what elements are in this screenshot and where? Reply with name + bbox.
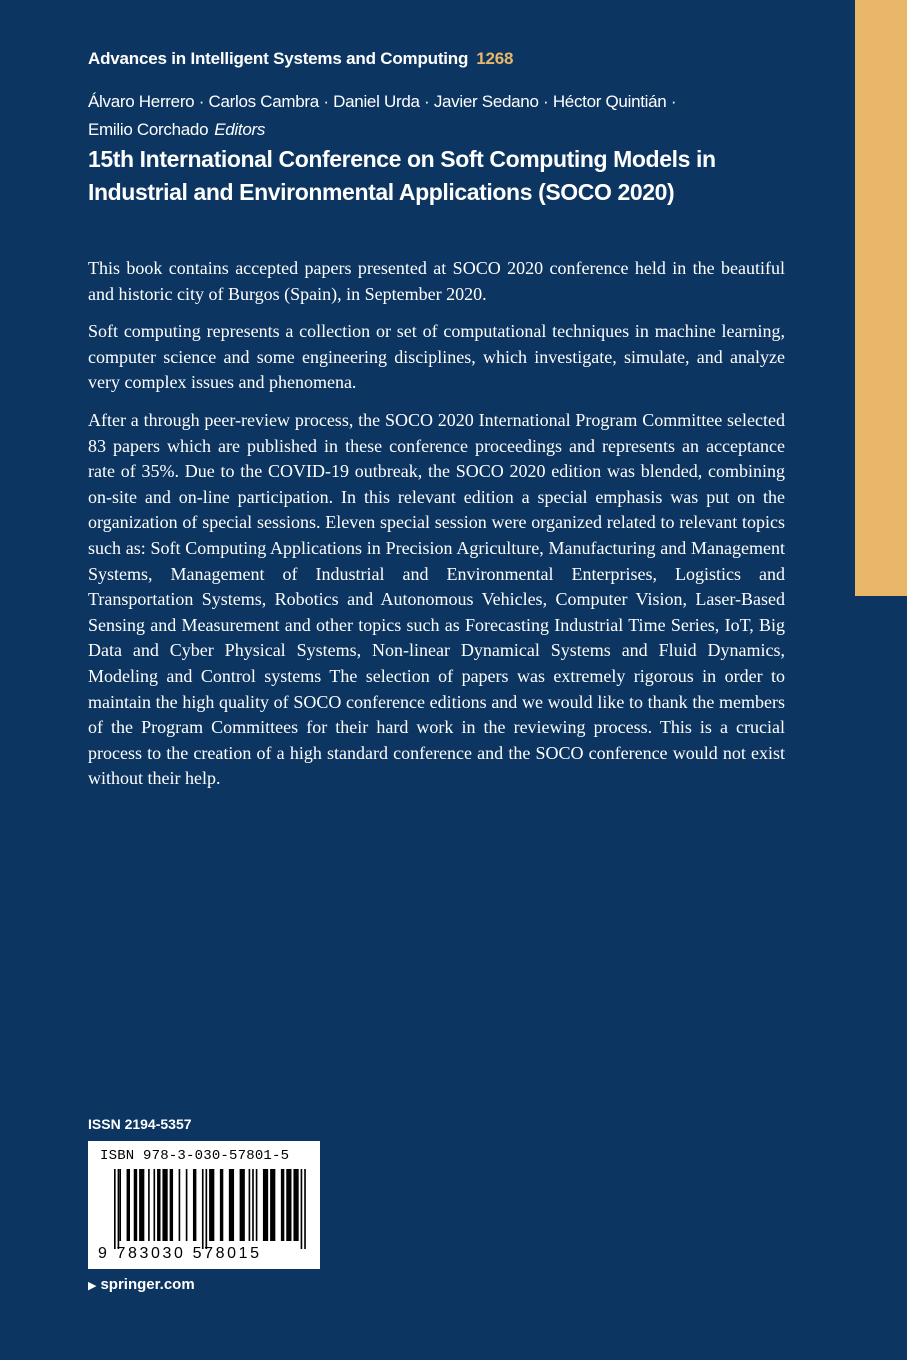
barcode-digits: 9 783030 578015: [98, 1245, 262, 1262]
barcode-bar: [179, 1169, 181, 1241]
barcode-bar: [286, 1169, 291, 1241]
issn-label: ISSN 2194-5357: [88, 1116, 192, 1132]
book-title: [88, 143, 808, 209]
blurb-paragraph-3: After a through peer-review process, the SOCO 2020 International Program Committee selected 83 papers which are published in these conference proceedings and represents an acceptance rate of 35%. Due to the COVID-19 outbreak, the SOCO 2020 edition was blended, combining on-site and on-line participation. In this relevant edition a special emphasis was put on the organization of special sessions. Eleven special session were organized related to relevant topics such as: Soft Computing Applications in Precision Agriculture, Manufacturing and Management Systems, Management of Industrial and Environmental Enterprises, Logistics and Transportation Systems, Robotics and Autonomous Vehicles, Computer Vision, Laser-Based Sensing and Measurement and other topics such as Forecasting Industrial Time Series, IoT, Big Data and Cyber Physical Systems, Non-linear Dynamical Systems and Fluid Dynamics, Modeling and Control systems The selection of papers was extremely rigorous in order to maintain the high quality of SOCO conference editions and we would like to thank the members of the Program Committees for their hard work in the reviewing process. This is a crucial process to the creation of a high standard conference and the SOCO conference would not exist without their help.: [88, 409, 785, 789]
barcode-bar: [293, 1169, 298, 1241]
editors-list: [88, 88, 808, 144]
publisher-url-text: springer.com: [100, 1276, 195, 1293]
barcode-bar: [162, 1169, 167, 1241]
book-title-line-2: Industrial and Environmental Applications (SOCO 2020): [88, 179, 675, 205]
barcode-bar: [202, 1169, 204, 1249]
barcode-bar: [148, 1169, 150, 1241]
book-title-line-1: 15th International Conference on Soft Computing Models in: [88, 146, 716, 172]
series-heading: [88, 49, 513, 69]
barcode-bar: [220, 1169, 223, 1241]
editors-role: Editors: [214, 120, 266, 139]
isbn-barcode: [88, 1141, 320, 1269]
barcode-bar: [119, 1169, 121, 1241]
barcode-bar: [139, 1169, 144, 1241]
series-name: Advances in Intelligent Systems and Computing: [88, 49, 469, 68]
barcode-bar: [270, 1169, 275, 1241]
barcode-bar: [209, 1169, 214, 1241]
blurb-paragraph-2: Soft computing represents a collection or set of computational techniques in machine learning, computer science and some engineering disciplines, which investigate, simulate, and analyze very complex issues and phenomena.: [88, 321, 785, 393]
barcode-bar: [134, 1169, 137, 1241]
barcode-bar: [157, 1169, 160, 1241]
barcode-bar: [281, 1169, 284, 1241]
barcode-bar: [170, 1169, 173, 1241]
barcode-bar: [206, 1169, 208, 1249]
barcode-bar: [249, 1169, 251, 1241]
editors-line-1: Álvaro Herrero · Carlos Cambra · Daniel Urda · Javier Sedano · Héctor Quintián ·: [88, 92, 677, 111]
barcode-bar: [118, 1169, 120, 1249]
barcode-bar: [127, 1169, 130, 1241]
barcode-bar: [193, 1169, 196, 1241]
editors-line-2: Emilio Corchado: [88, 120, 209, 139]
barcode-bar: [252, 1169, 254, 1241]
barcode-bar: [304, 1169, 306, 1249]
barcode-bar: [263, 1169, 268, 1241]
isbn-label: ISBN 978-3-030-57801-5: [100, 1148, 290, 1164]
barcode-bar: [256, 1169, 258, 1241]
barcode-bar: [114, 1169, 116, 1249]
publisher-url[interactable]: [88, 1276, 195, 1293]
series-volume: 1268: [476, 49, 514, 68]
triangle-right-icon: ▶: [88, 1280, 97, 1292]
barcode-bar: [229, 1169, 234, 1241]
spine-accent-band: [855, 0, 907, 596]
barcode-bar: [186, 1169, 188, 1241]
barcode-bar: [240, 1169, 245, 1241]
barcode-bar: [153, 1169, 155, 1241]
barcode-bar: [301, 1169, 303, 1249]
back-cover-blurb: [88, 256, 785, 804]
blurb-paragraph-1: This book contains accepted papers presented at SOCO 2020 conference held in the beautiful and historic city of Burgos (Spain), in September 2020.: [88, 258, 785, 304]
